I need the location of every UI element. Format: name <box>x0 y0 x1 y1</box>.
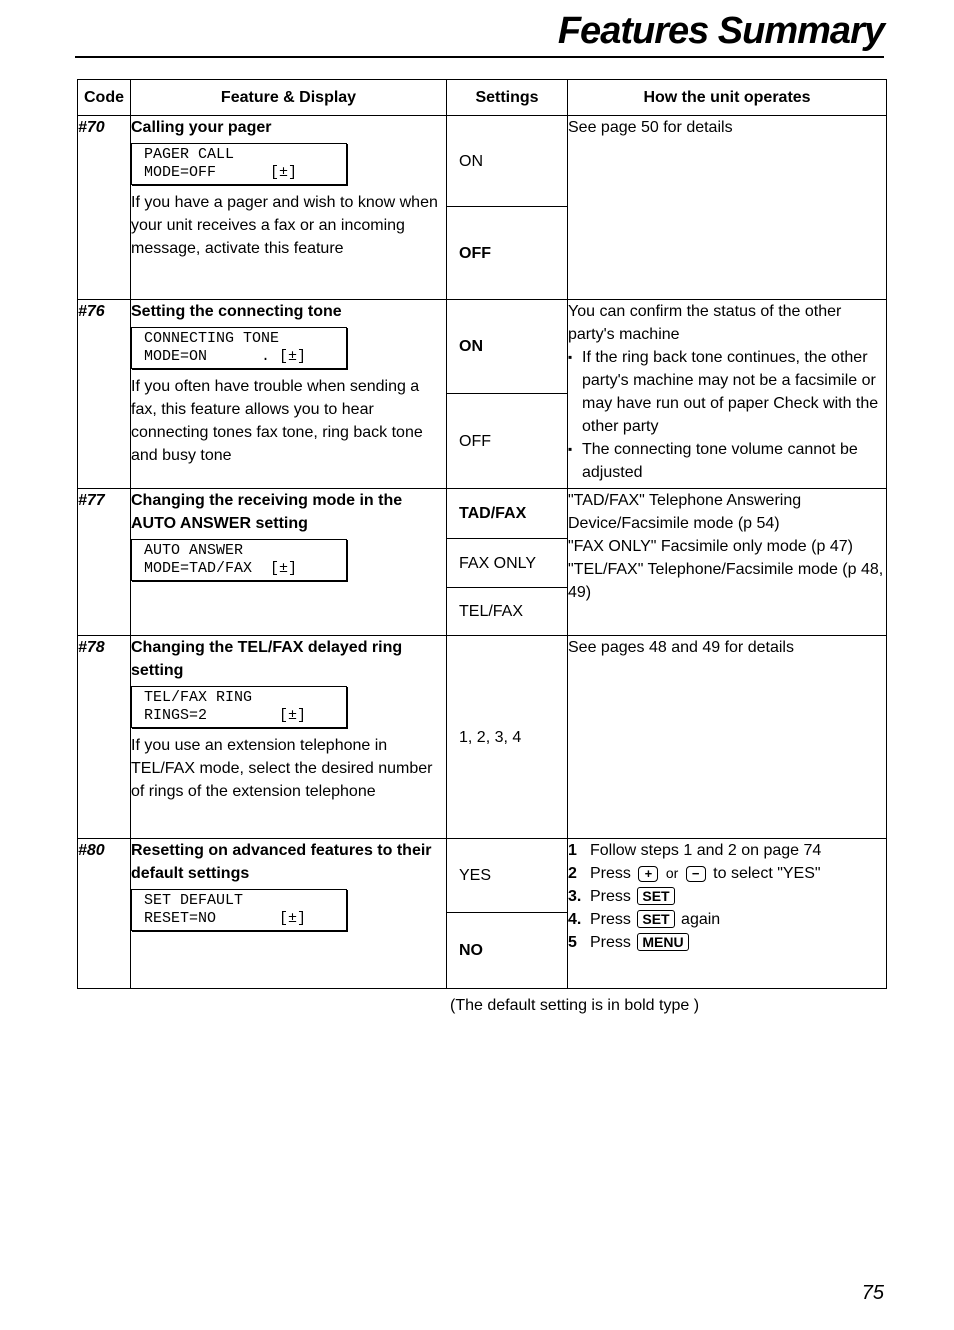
feature-title: Changing the TEL/FAX delayed ring setting <box>131 639 403 679</box>
feature-cell <box>131 116 447 300</box>
step-text: Press <box>590 865 631 882</box>
feature-description: If you have a pager and wish to know when your unit receives a fax or an incoming message, activate this feature <box>131 194 438 257</box>
minus-key-icon: − <box>686 866 706 882</box>
lcd-line: CONNECTING TONE <box>144 330 280 347</box>
lcd-line: RESET=NO [±] <box>144 910 307 927</box>
setting-option: YES <box>459 867 492 884</box>
feature-cell <box>131 489 447 636</box>
page-title: Features Summary <box>557 10 884 52</box>
settings-cell <box>447 839 568 989</box>
step-text: Press <box>590 888 631 905</box>
how-line: "TAD/FAX" Telephone Answering Device/Facsimile mode (p 54) <box>568 492 802 532</box>
setting-option: FAX ONLY <box>447 538 567 587</box>
step-item <box>568 862 886 885</box>
feature-description: If you use an extension telephone in TEL/FAX mode, select the desired number of rings of the extension telephone <box>131 737 433 800</box>
how-cell <box>568 636 887 839</box>
step-item <box>568 839 886 862</box>
feature-code: #70 <box>78 116 131 300</box>
step-number: 2 <box>568 865 577 882</box>
feature-cell <box>131 636 447 839</box>
feature-title: Changing the receiving mode in the AUTO ANSWER setting <box>131 492 403 532</box>
how-bullets <box>568 346 886 484</box>
steps-list <box>568 839 886 954</box>
how-cell <box>568 300 887 489</box>
step-text: or <box>665 865 679 881</box>
step-number: 1 <box>568 842 577 859</box>
step-text: Press <box>590 934 631 951</box>
lcd-display <box>131 686 347 728</box>
menu-key-icon: MENU <box>637 933 688 951</box>
lcd-line: TEL/FAX RING <box>144 689 253 706</box>
feature-code: #77 <box>78 489 131 636</box>
lcd-line: MODE=TAD/FAX [±] <box>144 560 298 577</box>
settings-cell <box>447 489 568 636</box>
how-bullet: ▪ The connecting tone volume cannot be adjusted <box>568 438 886 484</box>
feature-cell <box>131 839 447 989</box>
how-line: "TEL/FAX" Telephone/Facsimile mode (p 48, 49) <box>568 561 884 601</box>
lcd-display <box>131 539 347 581</box>
step-item <box>568 931 886 954</box>
setting-option: TEL/FAX <box>447 587 567 635</box>
step-number: 5 <box>568 934 577 951</box>
setting-option: OFF <box>447 393 567 488</box>
how-text: See pages 48 and 49 for details <box>568 639 794 656</box>
how-cell <box>568 489 887 636</box>
feature-code: #78 <box>78 636 131 839</box>
lcd-line: PAGER CALL <box>144 146 235 163</box>
step-number: 3. <box>568 888 582 905</box>
setting-option-default: TAD/FAX <box>459 505 527 522</box>
lcd-line: AUTO ANSWER <box>144 542 244 559</box>
table-row <box>78 489 887 636</box>
step-item <box>568 885 886 908</box>
set-key-icon: SET <box>637 887 674 905</box>
how-line: "FAX ONLY" Facsimile only mode (p 47) <box>568 538 853 555</box>
setting-option-default: ON <box>459 338 483 355</box>
step-text: again <box>681 911 721 928</box>
setting-option-default: NO <box>447 912 567 988</box>
lcd-display <box>131 327 347 369</box>
settings-cell <box>447 300 568 489</box>
header-feature: Feature & Display <box>131 80 447 116</box>
how-text: See page 50 for details <box>568 119 733 136</box>
feature-cell <box>131 300 447 489</box>
table-header-row <box>78 80 887 116</box>
lcd-display <box>131 889 347 931</box>
setting-option: 1, 2, 3, 4 <box>459 728 522 746</box>
title-rule <box>75 56 884 58</box>
feature-title: Resetting on advanced features to their default settings <box>131 842 432 882</box>
lcd-line: SET DEFAULT <box>144 892 244 909</box>
step-item <box>568 908 886 931</box>
features-table <box>77 79 887 989</box>
step-number: 4. <box>568 911 582 928</box>
header-code: Code <box>78 80 131 116</box>
how-intro: You can confirm the status of the other party's machine <box>568 303 842 343</box>
lcd-display <box>131 143 347 185</box>
settings-cell <box>447 636 568 839</box>
setting-option: ON <box>459 152 483 170</box>
lcd-line: MODE=ON . [±] <box>144 348 307 365</box>
page-number: 75 <box>861 1282 884 1304</box>
step-text: Press <box>590 911 631 928</box>
feature-description: If you often have trouble when sending a fax, this feature allows you to hear connecting tones fax tone, ring back tone and busy tone <box>131 378 423 464</box>
table-row <box>78 636 887 839</box>
footnote: (The default setting is in bold type ) <box>450 997 700 1014</box>
plus-key-icon: + <box>638 866 658 882</box>
set-key-icon: SET <box>637 910 674 928</box>
step-text: to select "YES" <box>713 865 821 882</box>
how-cell <box>568 839 887 989</box>
feature-title: Setting the connecting tone <box>131 303 342 320</box>
header-settings: Settings <box>447 80 568 116</box>
table-row <box>78 116 887 300</box>
how-bullet: ▪ If the ring back tone continues, the other party's machine may not be a facsimile or may have run out of paper Check with the other party <box>568 346 886 438</box>
lcd-line: MODE=OFF [±] <box>144 164 298 181</box>
how-cell <box>568 116 887 300</box>
lcd-line: RINGS=2 [±] <box>144 707 307 724</box>
table-row <box>78 300 887 489</box>
feature-title: Calling your pager <box>131 119 272 136</box>
setting-option-default: OFF <box>447 206 567 299</box>
step-text: Follow steps 1 and 2 on page 74 <box>590 842 822 859</box>
settings-cell <box>447 116 568 300</box>
header-how: How the unit operates <box>568 80 887 116</box>
feature-code: #76 <box>78 300 131 489</box>
table-row <box>78 839 887 989</box>
feature-code: #80 <box>78 839 131 989</box>
